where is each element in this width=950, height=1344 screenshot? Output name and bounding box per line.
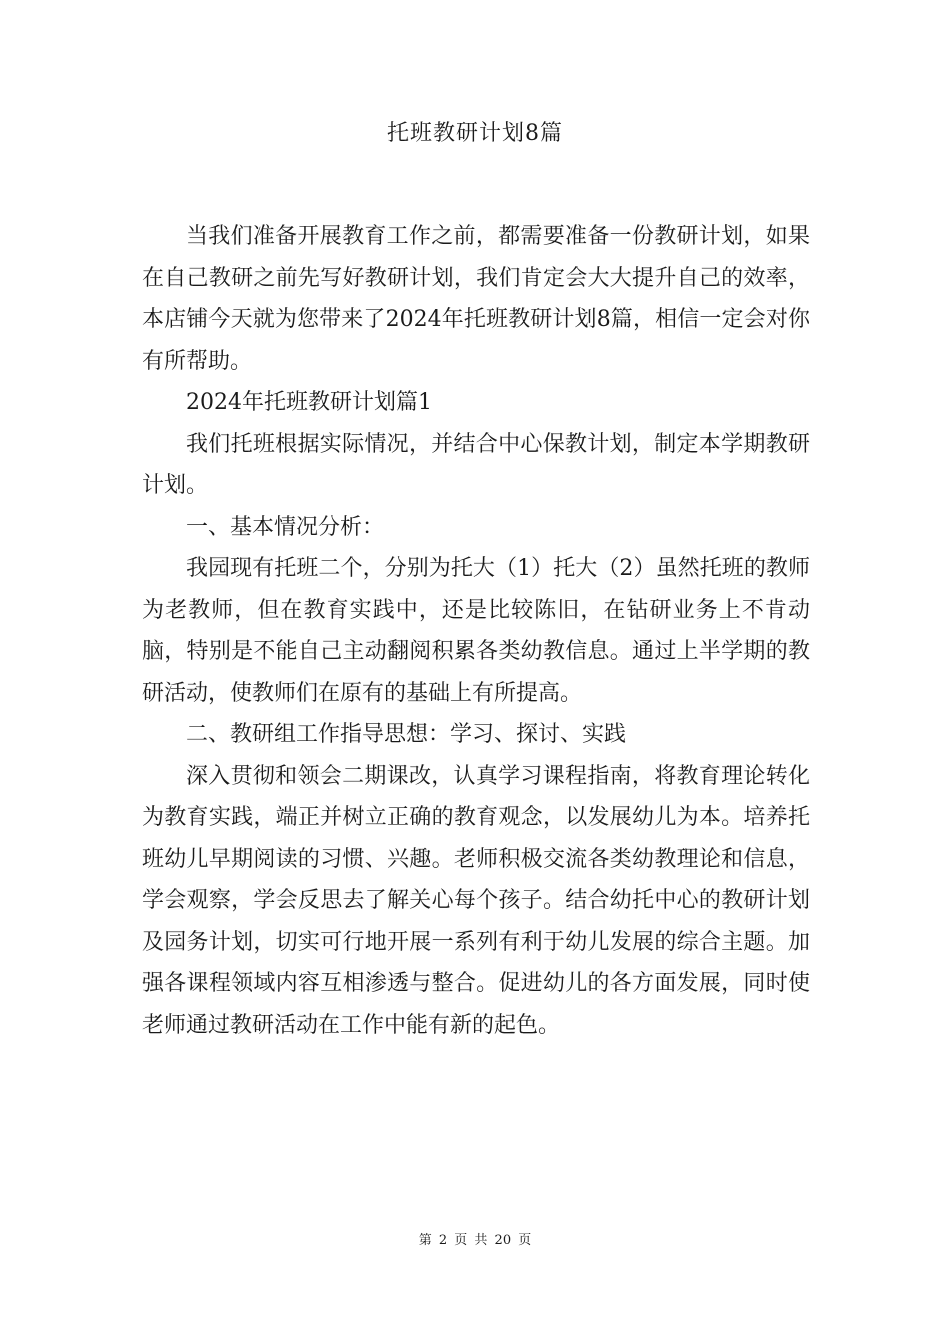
- document-title: 托班教研计划8篇: [387, 121, 563, 146]
- heading-guiding-ideology: 二、教研组工作指导思想：学习、探讨、实践: [186, 722, 627, 747]
- plan-overview-paragraph: 我们托班根据实际情况，并结合中心保教计划，制定本学期教研计划。: [142, 431, 810, 498]
- document-body: [142, 216, 810, 1046]
- intro-paragraph: 当我们准备开展教育工作之前，都需要准备一份教研计划，如果在自己教研之前先写好教研计划，我们肯定会大大提升自己的效率，本店铺今天就为您带来了2024年托班教研计划8篇，相信一定会对你有所帮助。: [142, 224, 810, 374]
- page-number-footer: 第 2 页 共 20 页: [418, 1233, 532, 1248]
- guiding-ideology-paragraph: 深入贯彻和领会二期课改，认真学习课程指南，将教育理论转化为教育实践，端正并树立正确的教育观念，以发展幼儿为本。培养托班幼儿早期阅读的习惯、兴趣。老师积极交流各类幼教理论和信息，学会观察，学会反思去了解关心每个孩子。结合幼托中心的教研计划及园务计划，切实可行地开展一系列有利于幼儿发展的综合主题。加强各课程领域内容互相渗透与整合。促进幼儿的各方面发展，同时使老师通过教研活动在工作中能有新的起色。: [142, 763, 810, 1038]
- basic-situation-paragraph: 我园现有托班二个，分别为托大（1）托大（2）虽然托班的教师为老教师，但在教育实践中，还是比较陈旧，在钻研业务上不肯动脑，特别是不能自己主动翻阅积累各类幼教信息。通过上半学期的教研活动，使教师们在原有的基础上有所提高。: [142, 556, 810, 706]
- section-heading-plan-1: 2024年托班教研计划篇1: [186, 390, 432, 415]
- heading-basic-situation: 一、基本情况分析：: [186, 514, 385, 540]
